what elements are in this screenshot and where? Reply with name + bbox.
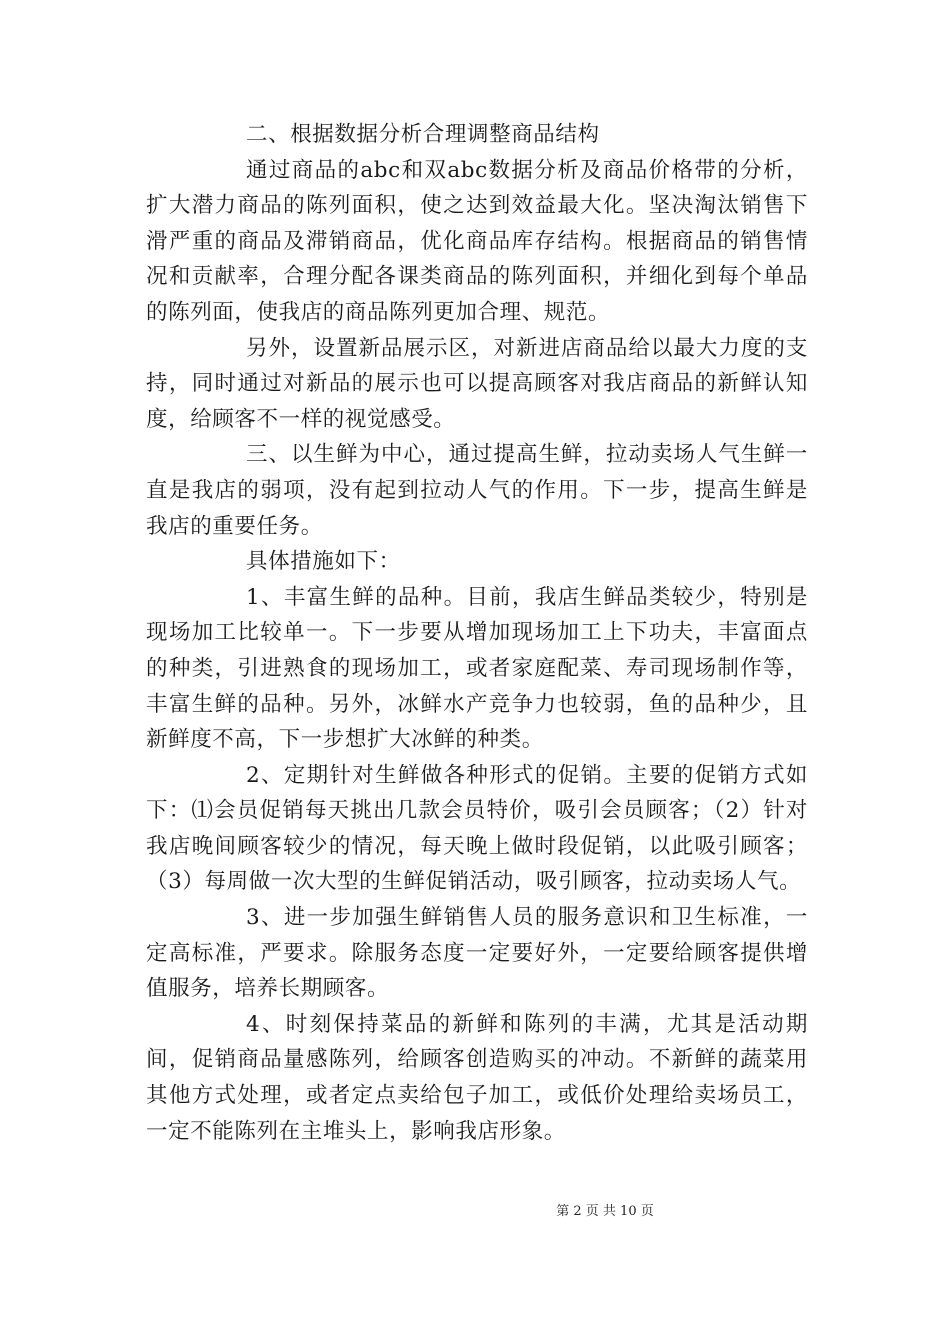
section-heading-2: 二、根据数据分析合理调整商品结构: [246, 122, 600, 147]
paragraph-measure-1: 1、丰富生鲜的品种。目前，我店生鲜品类较少，特别是现场加工比较单一。下一步要从增加现场加工上下功夫，丰富面点的种类，引进熟食的现场加工，或者家庭配菜、寿司现场制作等，丰富生鲜的品种。另外，冰鲜水产竞争力也较弱，鱼的品种少，且新鲜度不高，下一步想扩大冰鲜的种类。: [146, 584, 808, 753]
document-body: [146, 117, 808, 1149]
page-number: 第 2 页 共 10 页: [556, 1204, 654, 1219]
paragraph-new-products: 另外，设置新品展示区，对新进店商品给以最大力度的支持，同时通过对新品的展示也可以提高顾客对我店商品的新鲜认知度，给顾客不一样的视觉感受。: [146, 335, 808, 432]
paragraph-measures-intro: 具体措施如下：: [246, 549, 401, 575]
paragraph-measure-2: 2、定期针对生鲜做各种形式的促销。主要的促销方式如下：⑴会员促销每天挑出几款会员特价，吸引会员顾客；（2）针对我店晚间顾客较少的情况，每天晚上做时段促销，以此吸引顾客；（3）每周做一次大型的生鲜促销活动，吸引顾客，拉动卖场人气。: [146, 762, 808, 895]
section-heading-3: 三、以生鲜为中心，通过提高生鲜，拉动卖场人气生鲜一直是我店的弱项，没有起到拉动人气的作用。下一步，提高生鲜是我店的重要任务。: [146, 442, 808, 539]
paragraph-abc-analysis: 通过商品的abc和双abc数据分析及商品价格带的分析，扩大潜力商品的陈列面积，使之达到效益最大化。坚决淘汰销售下滑严重的商品及滞销商品，优化商品库存结构。根据商品的销售情况和贡献率，合理分配各课类商品的陈列面积，并细化到每个单品的陈列面，使我店的商品陈列更加合理、规范。: [146, 157, 808, 325]
page-footer: [0, 1203, 950, 1221]
paragraph-measure-3: 3、进一步加强生鲜销售人员的服务意识和卫生标准，一定高标准，严要求。除服务态度一定要好外，一定要给顾客提供增值服务，培养长期顾客。: [146, 905, 808, 1002]
paragraph-measure-4: 4、时刻保持菜品的新鲜和陈列的丰满，尤其是活动期间，促销商品量感陈列，给顾客创造购买的冲动。不新鲜的蔬菜用其他方式处理，或者定点卖给包子加工，或低价处理给卖场员工，一定不能陈列在主堆头上，影响我店形象。: [146, 1011, 808, 1144]
